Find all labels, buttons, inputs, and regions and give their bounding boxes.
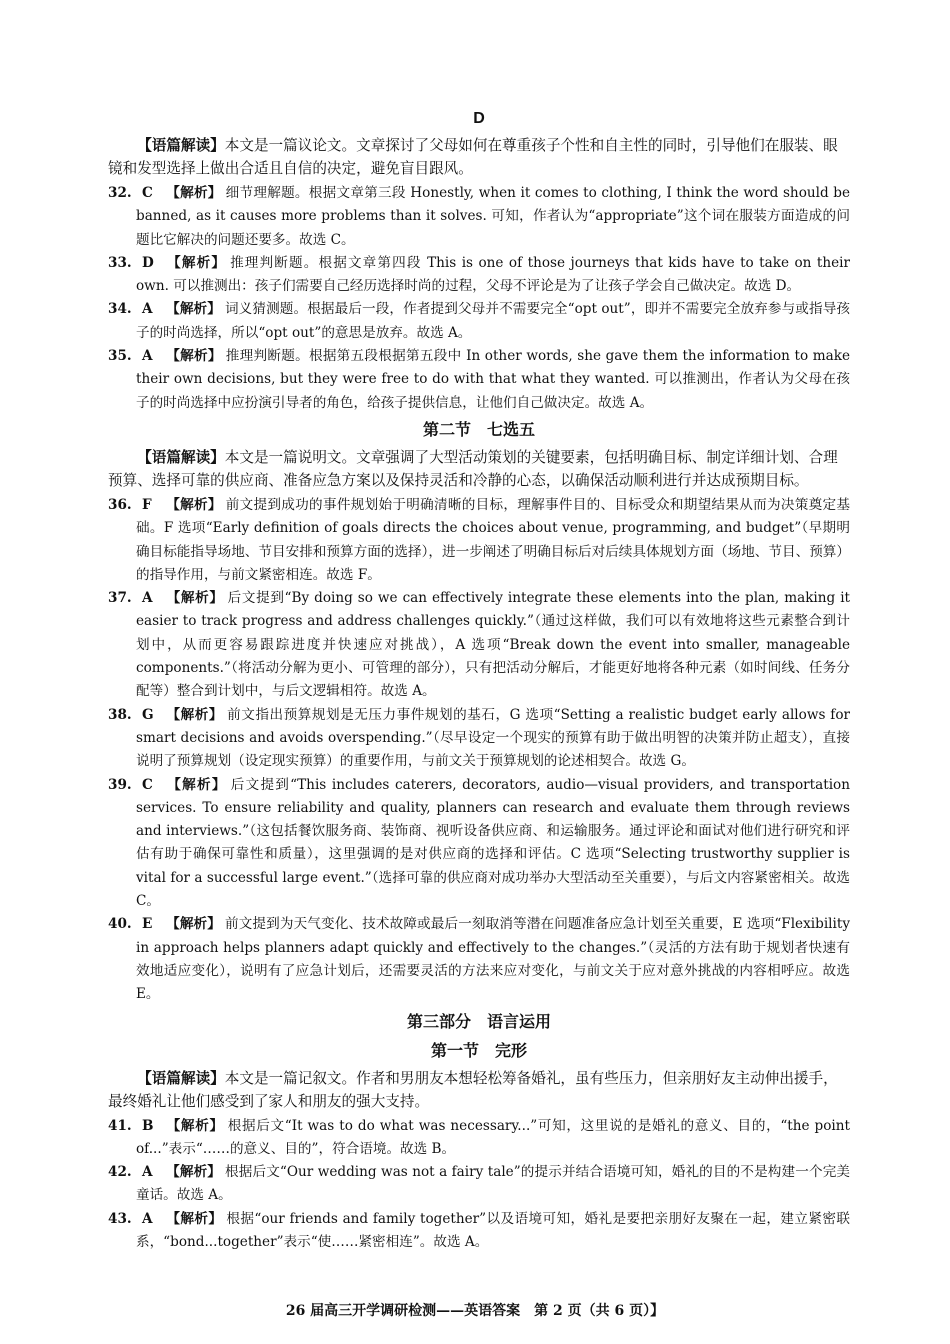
answer-letter: A <box>142 1210 153 1227</box>
cloze-section-title: 第一节 完形 <box>430 1040 527 1060</box>
question-number: 35. <box>108 348 132 365</box>
answer-letter: C <box>142 185 153 201</box>
question-33 <box>108 252 850 299</box>
question-number: 34. <box>108 301 132 318</box>
question-number: 43. <box>108 1210 132 1227</box>
analysis-text: 推理判断题。根据第五段根据第五段中 In other words, she gave them the information to make their own decisions, but they were free to do with that what they wanted. 可以推测出，作者认为父母在孩子的时尚选择中应扮演引导者的角色，给孩子提供信息，让他们自己做决定。故选 A。 <box>136 348 851 411</box>
analysis-text: 根据“our friends and family together”以及语境可知，婚礼是要把亲朋好友聚在一起，建立紧密联系，“bond...together”表示“使……紧密相连”。故选 A。 <box>136 1210 850 1250</box>
question-number: 40. <box>108 916 132 933</box>
intro-text: 本文是一篇说明文。文章强调了大型活动策划的关键要素，包括明确目标、制定详细计划、合理预算、选择可靠的供应商、准备应急方案以及保持灵活和冷静的心态，以确保活动顺利进行并达成预期目标。 <box>108 448 838 489</box>
analysis-tag: 【解析】 <box>166 348 222 365</box>
analysis-text: 前文指出预算规划是无压力事件规划的基石，G 选项“Setting a realistic budget early allows for smart decisions and avoids overspending.”（尽早设定一个现实的预算有助于做出明智的决策并防止超支），直接说明了预算规划（设定现实预算）的重要作用，与前文关于预算规划的论述相契合。故选 G。 <box>136 706 851 770</box>
answer-letter: A <box>142 590 153 607</box>
question-42 <box>108 1161 850 1208</box>
question-37 <box>108 587 850 703</box>
analysis-text: 推理判断题。根据文章第四段 This is one of those journeys that kids have to take on their own. 可以推测出：孩子们需要自己经历选择时尚的过程，父母不评论是为了让孩子学会自己做决定。故选 D。 <box>136 254 850 295</box>
answer-letter: D <box>142 254 154 271</box>
analysis-tag: 【解析】 <box>166 590 224 607</box>
answer-letter: C <box>142 776 153 793</box>
answer-letter: E <box>142 916 153 933</box>
question-number: 32. <box>108 185 132 201</box>
analysis-text: 根据后文“It was to do what was necessary...”可知，这里说的是婚礼的意义、目的，“the point of...”表示“……的意义、目的”，符合语境。故选 B。 <box>136 1117 850 1157</box>
answer-letter: G <box>142 706 154 723</box>
analysis-text: 前文提到为天气变化、技术故障或最后一刻取消等潜在问题准备应急计划至关重要，E 选项“Flexibility in approach helps planners adapt quickly and effectively to the changes.”（灵活的方法有助于规划者快速有效地适应变化），说明有了应急计划后，还需要灵活的方法来应对变化，与前文关于应对意外挑战的内容相呼应。故选 E。 <box>136 916 851 1003</box>
question-number: 33. <box>108 254 132 271</box>
analysis-tag: 【解析】 <box>166 301 221 318</box>
question-number: 41. <box>108 1117 132 1134</box>
section-title-seven-five: 第二节 七选五 <box>422 419 535 439</box>
intro-tag: 【语篇解读】 <box>137 137 225 154</box>
analysis-text: 前文提到成功的事件规划始于明确清晰的目标，理解事件目的、目标受众和期望结果从而为决策奠定基础。F 选项“Early definition of goals directs the choices about venue, programming, and budget”（早期明确目标能指导场地、节目安排和预算方面的选择），进一步阐述了明确目标后对后续具体规划方面（场地、节目、预算）的指导作用，与前文紧密相连。故选 F。 <box>136 496 850 583</box>
analysis-text: 根据后文“Our wedding was not a fairy tale”的提示并结合语境可知，婚礼的目的不是构建一个完美童话。故选 A。 <box>136 1164 851 1204</box>
question-34 <box>108 298 850 345</box>
analysis-tag: 【解析】 <box>166 1117 224 1134</box>
answer-letter: A <box>142 1164 153 1181</box>
analysis-text: 后文提到“By doing so we can effectively integrate these elements into the plan, making it easier to track progress and address challenges quickly.”（通过这样做，我们可以有效地将这些元素整合到计划中，从而更容易跟踪进度并快速应对挑战），A 选项“Break down the event into smaller, manageable components.”（将活动分解为更小、可管理的部分），只有把活动分解后，才能更好地将各种元素（如时间线、任务分配等）整合到计划中，与后文逻辑相符。故选 A。 <box>136 590 851 700</box>
intro-tag: 【语篇解读】 <box>137 1069 225 1087</box>
analysis-tag: 【解析】 <box>166 706 224 723</box>
analysis-tag: 【解析】 <box>166 776 227 793</box>
question-40 <box>108 913 850 1006</box>
answer-letter: A <box>142 348 153 365</box>
page-footer: 26 届高三开学调研检测——英语答案 第 2 页（共 6 页）】 <box>285 1303 665 1319</box>
analysis-tag: 【解析】 <box>166 1164 222 1181</box>
analysis-text: 词义猜测题。根据最后一段，作者提到父母并不需要完全“opt out”，即并不需要完全放弃参与或指导孩子的时尚选择，所以“opt out”的意思是放弃。故选 A。 <box>136 301 851 341</box>
question-number: 36. <box>108 496 132 513</box>
passage-intro-seven-five <box>108 446 850 492</box>
analysis-tag: 【解析】 <box>166 916 221 933</box>
intro-tag: 【语篇解读】 <box>137 448 225 466</box>
question-38 <box>108 704 850 774</box>
question-number: 38. <box>108 706 132 723</box>
part-three-title: 第三部分 语言运用 <box>406 1011 551 1031</box>
analysis-tag: 【解析】 <box>166 185 222 201</box>
question-35 <box>108 345 850 415</box>
passage-intro-d <box>108 134 850 180</box>
intro-text: 本文是一篇议论文。文章探讨了父母如何在尊重孩子个性和自主性的同时，引导他们在服装、眼镜和发型选择上做出合适且自信的决定，避免盲目跟风。 <box>108 137 838 177</box>
answer-letter: F <box>142 496 152 513</box>
analysis-tag: 【解析】 <box>166 1210 223 1227</box>
passage-intro-cloze <box>108 1067 850 1113</box>
answer-letter: A <box>142 301 153 318</box>
analysis-tag: 【解析】 <box>166 496 222 513</box>
analysis-text: 后文提到“This includes caterers, decorators, audio—visual providers, and transportation services. To ensure reliability and quality, planners can research and evaluate them through reviews and interviews.”（这包括餐饮服务商、装饰商、视听设备供应商、和运输服务。通过评论和面试对他们进行研究和评估有助于确保可靠性和质量），这里强调的是对供应商的选择和评估。C 选项“Selecting trustworthy supplier is vital for a successful large event.”（选择可靠的供应商对成功举办大型活动至关重要），与后文内容紧密相关。故选 C。 <box>136 776 850 910</box>
question-36 <box>108 494 850 587</box>
question-41 <box>108 1115 850 1162</box>
analysis-tag: 【解析】 <box>166 254 227 271</box>
question-number: 42. <box>108 1164 132 1181</box>
answer-letter: B <box>142 1117 154 1134</box>
question-number: 39. <box>108 776 132 793</box>
question-39 <box>108 774 850 914</box>
question-number: 37. <box>108 590 132 607</box>
question-43 <box>108 1208 850 1255</box>
intro-text: 本文是一篇记叙文。作者和男朋友本想轻松筹备婚礼，虽有些压力，但亲朋好友主动伸出援手，最终婚礼让他们感受到了家人和朋友的强大支持。 <box>108 1069 838 1110</box>
section-title-d: D <box>473 110 485 127</box>
analysis-text: 细节理解题。根据文章第三段 Honestly, when it comes to clothing, I think the word should be banned, as it causes more problems than it solves. 可知，作者认为“appropriate”这个词在服装方面造成的问题比它解决的问题还要多。故选 C。 <box>136 185 851 248</box>
question-32 <box>108 182 850 252</box>
